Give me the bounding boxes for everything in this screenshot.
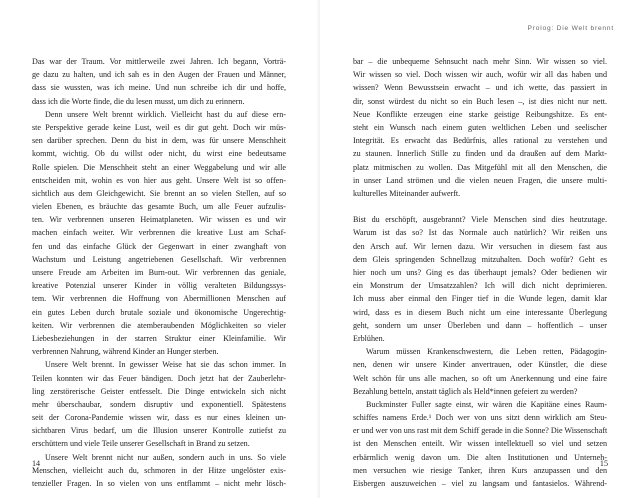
text-line: ste Perspektive gerade keine Lust, weil es dir gut geht. Doch wir müs- [32,122,286,132]
text-line: Buckminster Fuller sagte einst, wir wären die Kapitäne eines Raum- [366,399,607,409]
text-line: dir, sonst würdest du nicht so ein Buch lesen –, ist dies nicht nur nett. [353,96,607,106]
paragraph-gap [353,200,607,213]
text-line: tem. Wir verbrennen die Hoffnung von Abermillionen Menschen auf [32,294,286,304]
text-line: erschüttern und viele Teile unserer Gesellschaft in Brand zu setzen. [32,439,250,449]
right-page [320,0,640,498]
page-number-right: 15 [599,459,608,468]
text-line: zu staunen. Innerlich Stille zu finden und da draußen auf dem Markt- [353,149,607,159]
text-line: wird, dass es in diesem Buch nicht um eine interessante Überlegung [353,307,607,317]
text-line: Bezahlung betteln, anstatt täglich als Held*innen gefeiert zu werden? [353,386,578,396]
text-line: platz mitmischen zu wollen. Das Mitgefühl mit all den Menschen, die [353,162,607,172]
text-line: Liebesbeziehungen in der starren Struktur einer Kleinfamilie. Wir [32,333,286,343]
text-line: mehr überschaubar, sondern disruptiv und exponentiell. Spätestens [32,399,286,409]
text-line: in unser Land strömen und die vielen neuen Fragen, die unsere multi- [353,175,607,185]
text-line: schiffes namens Erde.¹ Doch wer von uns sitzt denn wirklich am Steu- [353,413,607,423]
text-line: geht, sondern um unser Überleben und dann – hoffentlich – unser [353,320,607,330]
text-line: Das war der Traum. Vor mittlerweile zwei Jahren. Ich begann, Vorträ- [32,57,286,66]
page-number-left: 14 [32,459,41,468]
text-line: Teilen konnten wir das Feuer bändigen. Doch jetzt hat der Zauberlehr- [32,373,286,383]
text-line: hier noch um uns? Ging es das überhaupt jemals? Oder bedienen wir [353,268,607,277]
text-line: unsere Freude am Arbeiten im Burn-out. Wir verbrennen das geniale, [32,268,286,277]
right-page-body [353,55,607,490]
text-line: tenzieller Fragen. In so vielen von uns entflammt – nicht mehr lösch- [32,479,286,488]
left-page-body [32,55,286,490]
text-line: Integrität. Es erwacht das Bedürfnis, alles rational zu verstehen und [353,136,607,146]
text-line: seit der Corona-Pandemie wissen wir, dass es nur eines kleinen un- [32,413,286,423]
text-line: den Arsch auf. Wir lernen dazu. Wir versuchen in diesem fast aus [353,241,607,251]
text-line: Erblühen. [353,333,385,343]
text-line: kulturelles Miteinander aufwerft. [353,188,461,198]
text-line: wissen? Wenn Bewusstsein erwacht – und ich wette, das passiert in [353,83,607,93]
text-line: Eisbergen auszuweichen – viel zu langsam und fantasielos. Während- [353,479,607,488]
text-line: ge dazu zu halten, und ich sah es in den Augen der Frauen und Männer, [32,70,286,80]
text-line: Ich muss aber einmal den Finger tief in die Wunde legen, damit klar [353,294,607,304]
text-line: kommt, wichtig. Ob du willst oder nicht, du wirst eine bedeutsame [32,149,286,159]
text-line: dem Gleis springenden Schnellzug mitzuhalten. Doch wofür? Geht es [353,254,607,264]
text-line: kreative Potenzial unserer Kinder in völlig veralteten Bildungssys- [32,281,286,291]
text-line: Welt schön für uns alle machen, so oft um Anerkennung und eine faire [353,373,607,383]
text-line: Warum müssen Krankenschwestern, die Leben retten, Pädagogin- [366,347,607,357]
text-line: ein Monstrum der Umsatzzahlen? Ich will dich nicht deprimieren. [353,281,607,291]
running-head: Prolog: Die Welt brennt [527,25,614,32]
text-line: Denn unsere Welt brennt wirklich. Vielleicht hast du auf diese ern- [45,109,286,119]
text-line: machen einfach weiter. Wir verbrennen die kreative Lust am Schaf- [32,228,286,238]
text-line: Wachstum und Leistung angetriebenen Gesellschaft. Wir verbrennen [32,254,286,264]
text-line: Rolle spielen. Die Menschheit steht an einer Weggabelung und wir alle [32,162,286,172]
text-line: ling zerstörerische Geister entfesselt. Die Dinge entwickeln sich nicht [32,386,286,396]
text-line: ist den Menschen enteilt. Wir wissen intellektuell so viel und setzen [353,439,607,449]
text-line: dass ich die Worte finde, die du lesen musst, um dich zu erinnern. [32,96,245,106]
text-line: Bist du erschöpft, ausgebrannt? Viele Menschen sind dies heutzutage. [353,215,607,225]
text-line: sen darüber sprechen. Denn du bist in dem, was für unsere Menschheit [32,136,286,146]
text-line: ein gutes Leben durch brutale soziale und ökonomische Ungerechtig- [32,307,286,317]
text-line: Warum ist das so? Ist das Normale auch natürlich? Wir reißen uns [353,228,607,238]
text-line: Unsere Welt brennt. In gewisser Weise hat sie das schon immer. In [45,360,286,370]
text-line: fen und das einfache Glück der Gegenwart in einer zwanghaft von [32,241,286,251]
text-line: bar – die unbequeme Sehnsucht nach mehr Sinn. Wir wissen so viel. [353,57,607,66]
text-line: vielen Ebenen, es bräuchte das gesamte Buch, um alle Feuer aufzulis- [32,202,286,212]
text-line: men versuchen wie riesige Tanker, ihren Kurs anzupassen und den [353,465,607,475]
text-line: steht ein Wunsch nach einem guten weltlichen Leben und seelischer [353,122,607,132]
text-line: dass sie wussten, was ich meine. Und nun schreibe ich dir und hoffe, [32,83,286,93]
text-line: er und wer von uns rast mit dem Schiff gerade in die Sonne? Die Wissenschaft [353,426,608,436]
text-line: ten. Wir verbrennen unseren Heimatplaneten. Wir wissen es und wir [32,215,286,225]
text-line: sichtbaren Virus bedarf, um die Illusion unserer Kontrolle zutiefst zu [32,426,286,436]
text-line: entscheiden mit, wohin es von hier aus geht. Unsere Welt ist so offen- [32,175,286,185]
text-line: Unsere Welt brennt nicht nur außen, sondern auch in uns. So viele [45,452,286,462]
text-line: Menschen, vielleicht auch du, schmoren in der Hitze ungelöster exis- [32,465,286,475]
text-line: keiten. Wir verbrennen die atemberaubenden Möglichkeiten so vieler [32,320,286,330]
text-line: Wir wissen so viel. Doch wissen wir auch, wofür wir all das haben und [353,70,607,80]
text-line: erbärmlich wenig davon um. Die alten Institutionen und Unterneh- [353,452,607,462]
text-line: Neue Konflikte erzeugen eine starke geistige Reibungshitze. Es ent- [353,109,607,119]
text-line: nen, denen wir unsere Kinder anvertrauen, oder Künstler, die diese [353,360,607,370]
text-line: sichtlich aus dem Gleichgewicht. Sie brennt an so vielen Stellen, auf so [32,188,286,198]
text-line: verbrennen Nahrung, während Kinder an Hunger sterben. [32,347,219,357]
